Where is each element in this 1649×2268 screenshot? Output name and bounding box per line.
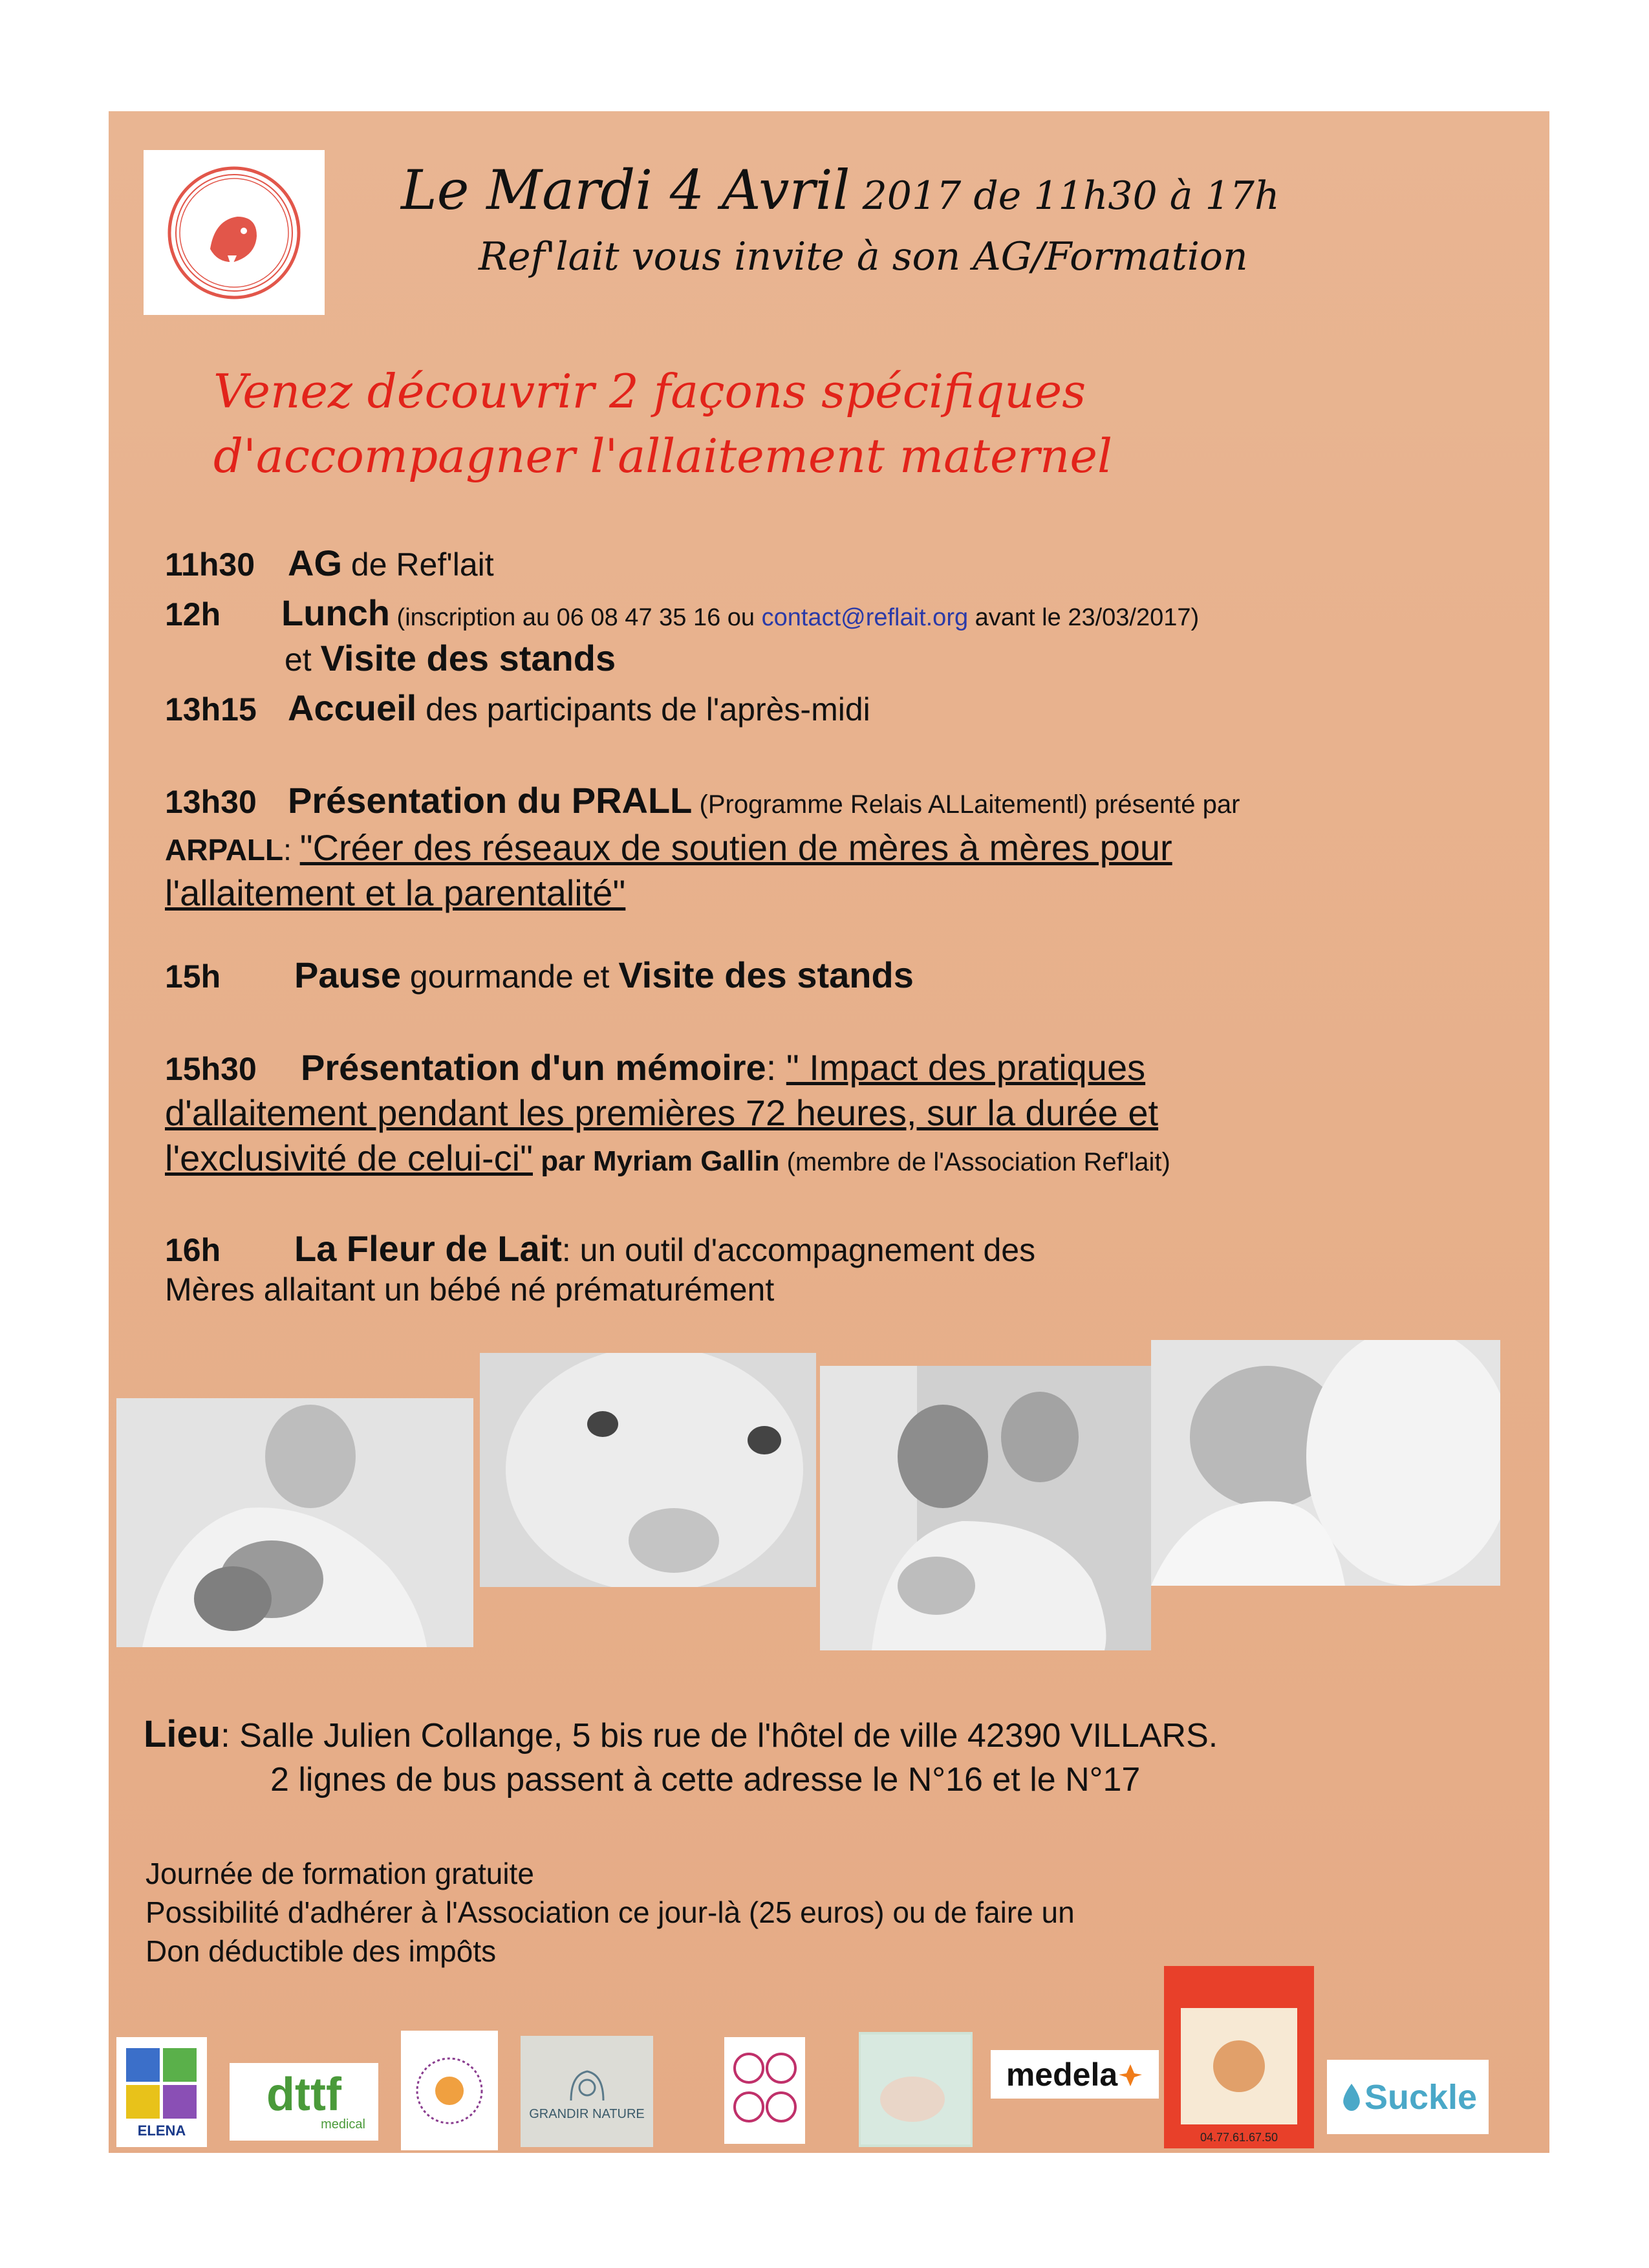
sponsor-elena-logo — [116, 2037, 207, 2147]
sponsor-babies-logo — [724, 2037, 805, 2144]
program-detail: gourmande et — [401, 958, 619, 995]
program-title: Présentation du PRALL — [288, 780, 693, 821]
program-item-1530-quote-2 — [165, 1092, 1158, 1134]
footer-line-3: Don déductible des impôts — [146, 1934, 497, 1968]
dttf-sub: medical — [321, 2117, 365, 2132]
program-detail-2: avant le 23/03/2017) — [968, 604, 1200, 631]
book-illustration-icon — [1174, 2002, 1304, 2131]
contact-email-link[interactable]: contact@reflait.org — [761, 604, 969, 631]
program-time: 16h — [165, 1232, 221, 1268]
program-title: La Fleur de Lait — [294, 1228, 562, 1269]
photo-mothers-breastfeeding — [820, 1366, 1151, 1650]
photo-baby-face — [480, 1353, 816, 1587]
program-time: 11h30 — [165, 546, 255, 583]
suckle-label: Suckle — [1364, 2077, 1478, 2117]
program-title: Pause — [294, 955, 401, 995]
medela-flower-icon — [1117, 2062, 1143, 2088]
headline — [213, 359, 1112, 488]
program-detail: des participants de l'après-midi — [416, 691, 870, 728]
program-detail: (inscription au 06 08 47 35 16 ou — [389, 604, 762, 631]
program-speaker: par Myriam Gallin — [533, 1145, 780, 1177]
program-item-15h — [165, 954, 914, 996]
program-quote: " Impact des pratiques — [786, 1047, 1146, 1088]
program-title: Accueil — [288, 687, 417, 728]
program-item-16h — [165, 1227, 1035, 1269]
photo-mother-baby-1 — [116, 1398, 473, 1647]
footer-line-2: Possibilité d'adhérer à l'Association ce jour-là (25 euros) ou de faire un — [146, 1895, 1075, 1929]
program-item-1530-quote-3 — [165, 1137, 1170, 1179]
headline-line-1: Venez découvrir 2 façons spécifiques — [213, 364, 1086, 418]
event-date: Le Mardi 4 Avril — [401, 158, 850, 222]
grandir-nature-label: GRANDIR NATURE — [529, 2106, 645, 2121]
program-quote: "Créer des réseaux de soutien de mères à mères pour — [299, 827, 1172, 868]
program-detail: et — [285, 642, 321, 678]
medela-label: medela — [1006, 2056, 1118, 2093]
program-quote-2: l'allaitement et la parentalité" — [165, 872, 626, 913]
program-time: 13h30 — [165, 784, 257, 820]
program-item-1315 — [165, 687, 870, 729]
footer-line-1: Journée de formation gratuite — [146, 1857, 534, 1890]
headline-line-2: d'accompagner l'allaitement maternel — [213, 429, 1113, 483]
event-time: 2017 de 11h30 à 17h — [850, 173, 1280, 219]
program-item-1130 — [165, 542, 494, 584]
program-speaker-role: (membre de l'Association Ref'lait) — [779, 1148, 1170, 1176]
program-title: Lunch — [281, 592, 390, 633]
program-detail: : un outil d'accompagnement des — [561, 1232, 1036, 1268]
reflait-logo — [144, 150, 325, 315]
program-title: Visite des stands — [320, 638, 616, 678]
program-item-16h-line-2 — [165, 1271, 774, 1308]
puzzle-icon — [123, 2045, 200, 2122]
program-item-stands — [285, 637, 616, 679]
dttf-label: dttf — [266, 2068, 341, 2121]
event-subtitle: Ref'lait vous invite à son AG/Formation — [479, 234, 1248, 279]
program-detail: (Programme Relais ALLaitementl) présenté par — [692, 790, 1240, 819]
venue-line — [144, 1712, 1218, 1756]
program-detail: de Ref'lait — [342, 546, 494, 583]
book-phone: 04.77.61.67.50 — [1200, 2131, 1278, 2144]
program-detail-2: Mères allaitant un bébé né prématurément — [165, 1271, 775, 1308]
program-item-1530: 15h30 Présentation d'un mémoire: " Impact des pratiques — [165, 1047, 1146, 1088]
ipa-icon — [404, 2036, 495, 2146]
babies-icon — [726, 2042, 804, 2139]
sponsor-grandir-nature-logo — [521, 2036, 653, 2147]
program-time: 12h — [165, 596, 221, 632]
sponsor-medela-logo — [991, 2050, 1159, 2099]
reflait-logo-icon — [153, 158, 315, 307]
program-item-1330 — [165, 779, 1240, 821]
milk-drop-icon — [1339, 2081, 1364, 2113]
event-title — [401, 158, 1280, 222]
program-time: 15h — [165, 958, 221, 995]
program-title: AG — [288, 543, 342, 583]
sponsor-book-cover — [1164, 1966, 1314, 2148]
sponsor-suckle-logo — [1327, 2060, 1489, 2134]
program-time: 13h15 — [165, 691, 257, 728]
program-item-12h — [165, 592, 1199, 634]
photo-baby-nursing — [1151, 1340, 1500, 1586]
sponsor-baby-photo-logo — [859, 2032, 973, 2147]
venue-address: : Salle Julien Collange, 5 bis rue de l'hôtel de ville 42390 VILLARS. — [221, 1717, 1218, 1755]
venue-label: Lieu — [144, 1713, 221, 1755]
program-quote-2: d'allaitement pendant les premières 72 heures, sur la durée et — [165, 1092, 1159, 1133]
sponsor-dttf-logo — [230, 2063, 378, 2141]
venue-bus: 2 lignes de bus passent à cette adresse le N°16 et le N°17 — [270, 1761, 1141, 1798]
program-title-2: Visite des stands — [618, 955, 914, 995]
mother-child-icon — [558, 2062, 616, 2107]
program-item-1330-quote-2 — [165, 872, 625, 914]
elena-label: ELENA — [137, 2122, 186, 2139]
program-quote-3: l'exclusivité de celui-ci" — [165, 1138, 533, 1178]
program-time: 15h30 — [165, 1051, 257, 1087]
program-title: Présentation d'un mémoire — [301, 1047, 766, 1088]
program-item-1330-quote: ARPALL: "Créer des réseaux de soutien de mères à mères pour — [165, 827, 1172, 868]
baby-photo-icon — [861, 2035, 971, 2144]
program-org: ARPALL — [165, 833, 284, 867]
sponsor-ipa-logo — [401, 2031, 498, 2150]
